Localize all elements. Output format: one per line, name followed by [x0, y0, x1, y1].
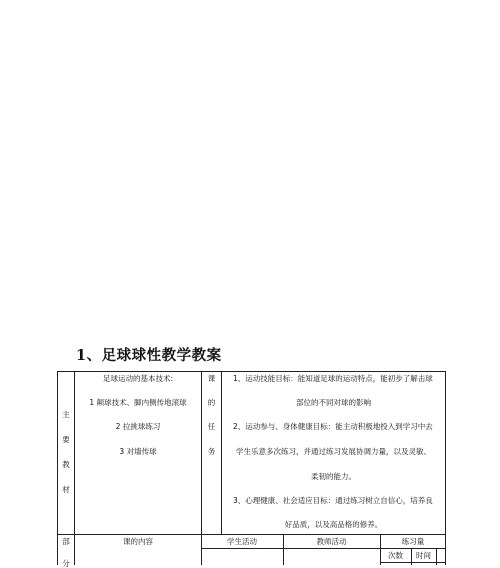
task-line: 2、运动参与、身体健康目标：能主动积极地投入到学习中去: [233, 422, 433, 431]
main-label-char: 教: [62, 460, 70, 469]
subheader-count: 次数: [388, 551, 403, 560]
main-label-char: 主: [62, 410, 70, 419]
col-header-teacher: 教师活动: [316, 537, 347, 546]
materials-heading: 足球运动的基本技术:: [102, 374, 174, 383]
time-right-divider: [436, 548, 437, 565]
task-label-char: 任: [207, 422, 216, 431]
col-header-student: 学生活动: [227, 537, 257, 546]
table-row-divider: [57, 534, 446, 535]
task-label-char: 的: [207, 398, 216, 407]
col-header-content: 课的内容: [123, 537, 153, 546]
table-border-right: [445, 371, 446, 565]
table-subrow-divider: [201, 548, 446, 549]
materials-item: 1 颠球技术、脚内侧传地滚球: [89, 398, 187, 407]
section-label-char: 部: [62, 537, 70, 546]
subheader-time: 时间: [416, 551, 431, 560]
main-label-char: 材: [62, 485, 70, 494]
table-border-top: [57, 371, 446, 372]
task-line: 柔韧的能力。: [311, 472, 356, 481]
task-line: 3、心理健康、社会适应目标：通过练习树立自信心，培养良: [233, 496, 433, 505]
task-line: 部位的不同对球的影响: [296, 398, 371, 407]
section-label-char: 分: [62, 559, 70, 568]
materials-item: 2 拉挑球练习: [115, 422, 161, 431]
task-label-char: 务: [207, 447, 216, 456]
col-header-practice: 练习量: [401, 537, 425, 546]
task-line: 学生乐意多次练习，并通过练习发展协调力量，以及灵敏、: [236, 447, 431, 456]
page-title: 1、足球球性教学教案: [76, 347, 222, 364]
materials-item: 3 对墙传球: [119, 447, 157, 456]
task-line: 1、运动技能目标：能知道足球的运动特点，能初步了解击球: [233, 374, 433, 383]
task-line: 好品质，以及高品格的修养。: [284, 520, 383, 529]
task-label-char: 课: [207, 374, 216, 383]
main-label-char: 要: [62, 435, 70, 444]
